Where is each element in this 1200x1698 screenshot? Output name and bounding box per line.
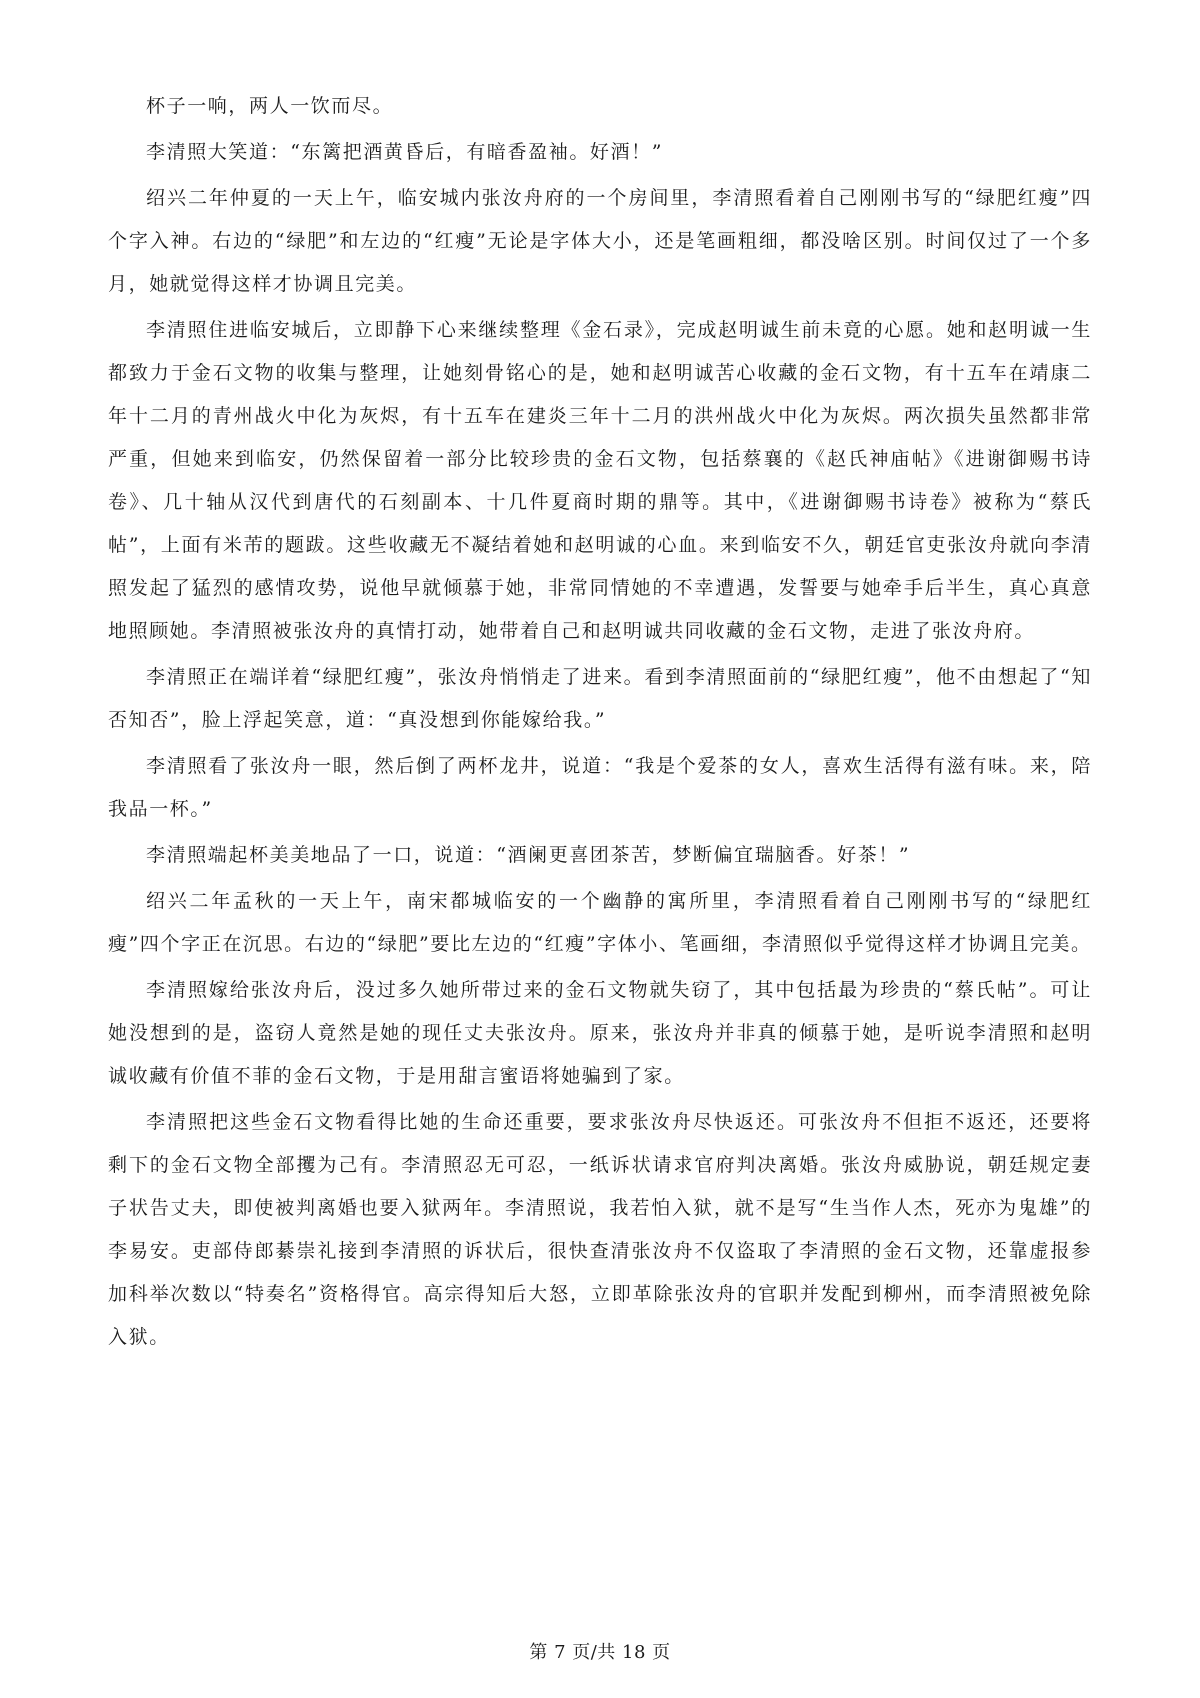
paragraph: 绍兴二年孟秋的一天上午，南宋都城临安的一个幽静的寓所里，李清照看着自己刚刚书写的“绿肥红瘦”四个字正在沉思。右边的“绿肥”要比左边的“红瘦”字体小、笔画细，李清照似乎觉得这样才协调且完美。 <box>108 890 1092 955</box>
paragraph: 杯子一响，两人一饮而尽。 <box>146 95 394 117</box>
page-number: 第 7 页/共 18 页 <box>529 1642 671 1663</box>
paragraph: 李清照端起杯美美地品了一口，说道：“酒阑更喜团茶苦，梦断偏宜瑞脑香。好茶！” <box>146 844 911 866</box>
paragraph: 李清照大笑道：“东篱把酒黄昏后，有暗香盈袖。好酒！” <box>146 141 664 163</box>
body-text <box>108 85 1092 1359</box>
paragraph: 绍兴二年仲夏的一天上午，临安城内张汝舟府的一个房间里，李清照看着自己刚刚书写的“绿肥红瘦”四个字入神。右边的“绿肥”和左边的“红瘦”无论是字体大小，还是笔画粗细，都没啥区别。时间仅过了一个多月，她就觉得这样才协调且完美。 <box>108 187 1092 295</box>
paragraph: 李清照嫁给张汝舟后，没过多久她所带过来的金石文物就失窃了，其中包括最为珍贵的“蔡氏帖”。可让她没想到的是，盗窃人竟然是她的现任丈夫张汝舟。原来，张汝舟并非真的倾慕于她，是听说李清照和赵明诚收藏有价值不菲的金石文物，于是用甜言蜜语将她骗到了家。 <box>108 979 1092 1087</box>
paragraph: 李清照正在端详着“绿肥红瘦”，张汝舟悄悄走了进来。看到李清照面前的“绿肥红瘦”，他不由想起了“知否知否”，脸上浮起笑意，道：“真没想到你能嫁给我。” <box>108 666 1092 731</box>
paragraph: 李清照把这些金石文物看得比她的生命还重要，要求张汝舟尽快返还。可张汝舟不但拒不返还，还要将剩下的金石文物全部攫为己有。李清照忍无可忍，一纸诉状请求官府判决离婚。张汝舟威胁说，朝廷规定妻子状告丈夫，即使被判离婚也要入狱两年。李清照说，我若怕入狱，就不是写“生当作人杰，死亦为鬼雄”的李易安。吏部侍郎綦崇礼接到李清照的诉状后，很快查清张汝舟不仅盗取了李清照的金石文物，还靠虚报参加科举次数以“特奏名”资格得官。高宗得知后大怒，立即革除张汝舟的官职并发配到柳州，而李清照被免除入狱。 <box>108 1111 1092 1348</box>
paragraph: 李清照住进临安城后，立即静下心来继续整理《金石录》，完成赵明诚生前未竟的心愿。她和赵明诚一生都致力于金石文物的收集与整理，让她刻骨铭心的是，她和赵明诚苦心收藏的金石文物，有十五车在靖康二年十二月的青州战火中化为灰烬，有十五车在建炎三年十二月的洪州战火中化为灰烬。两次损失虽然都非常严重，但她来到临安，仍然保留着一部分比较珍贵的金石文物，包括蔡襄的《赵氏神庙帖》《进谢御赐书诗卷》、几十轴从汉代到唐代的石刻副本、十几件夏商时期的鼎等。其中，《进谢御赐书诗卷》被称为“蔡氏帖”，上面有米芾的题跋。这些收藏无不凝结着她和赵明诚的心血。来到临安不久，朝廷官吏张汝舟就向李清照发起了猛烈的感情攻势，说他早就倾慕于她，非常同情她的不幸遭遇，发誓要与她牵手后半生，真心真意地照顾她。李清照被张汝舟的真情打动，她带着自己和赵明诚共同收藏的金石文物，走进了张汝舟府。 <box>108 319 1092 642</box>
paragraph: 李清照看了张汝舟一眼，然后倒了两杯龙井，说道：“我是个爱茶的女人，喜欢生活得有滋有味。来，陪我品一杯。” <box>108 755 1092 820</box>
